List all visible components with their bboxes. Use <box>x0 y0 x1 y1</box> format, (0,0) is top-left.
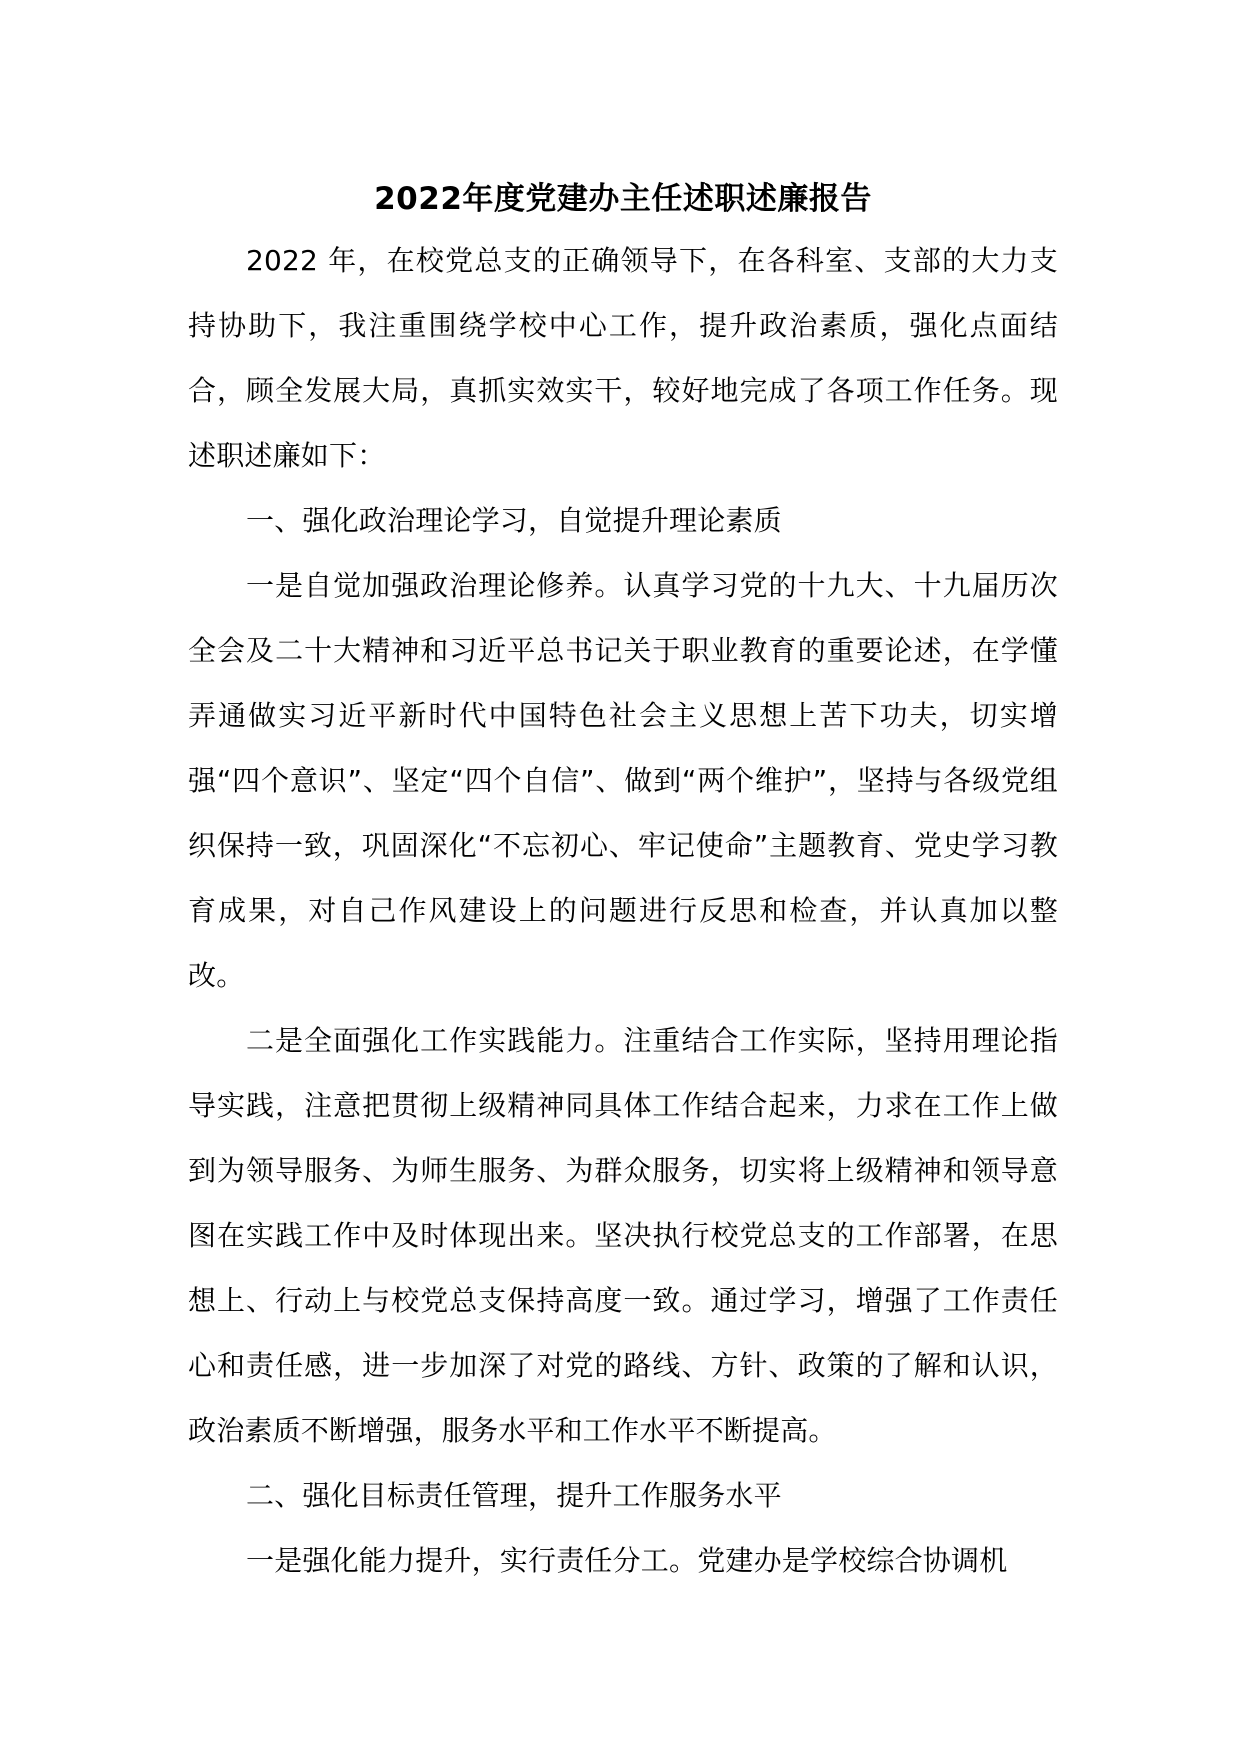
document-page <box>188 170 1058 1593</box>
section-heading-2: 二、强化目标责任管理，提升工作服务水平 <box>246 1479 782 1512</box>
paragraph-intro: 2022 年，在校党总支的正确领导下，在各科室、支部的大力支持协助下，我注重围绕学校中心工作，提升政治素质，强化点面结合，顾全发展大局，真抓实效实干，较好地完成了各项工作任务。现述职述廉如下： <box>188 244 1058 472</box>
section-heading-1: 一、强化政治理论学习，自觉提升理论素质 <box>246 504 782 537</box>
paragraph-responsibility: 一是强化能力提升，实行责任分工。党建办是学校综合协调机 <box>246 1544 1008 1577</box>
paragraph-practice-ability: 二是全面强化工作实践能力。注重结合工作实际，坚持用理论指导实践，注意把贯彻上级精神同具体工作结合起来，力求在工作上做到为领导服务、为师生服务、为群众服务，切实将上级精神和领导意图在实践工作中及时体现出来。坚决执行校党总支的工作部署，在思想上、行动上与校党总支保持高度一致。通过学习，增强了工作责任心和责任感，进一步加深了对党的路线、方针、政策的了解和认识，政治素质不断增强，服务水平和工作水平不断提高。 <box>188 1024 1058 1447</box>
paragraph-theory-study: 一是自觉加强政治理论修养。认真学习党的十九大、十九届历次全会及二十大精神和习近平总书记关于职业教育的重要论述，在学懂弄通做实习近平新时代中国特色社会主义思想上苦下功夫，切实增强“四个意识”、坚定“四个自信”、做到“两个维护”，坚持与各级党组织保持一致，巩固深化“不忘初心、牢记使命”主题教育、党史学习教育成果，对自己作风建设上的问题进行反思和检查，并认真加以整改。 <box>188 569 1058 992</box>
document-title: 2022年度党建办主任述职述廉报告 <box>374 181 872 217</box>
